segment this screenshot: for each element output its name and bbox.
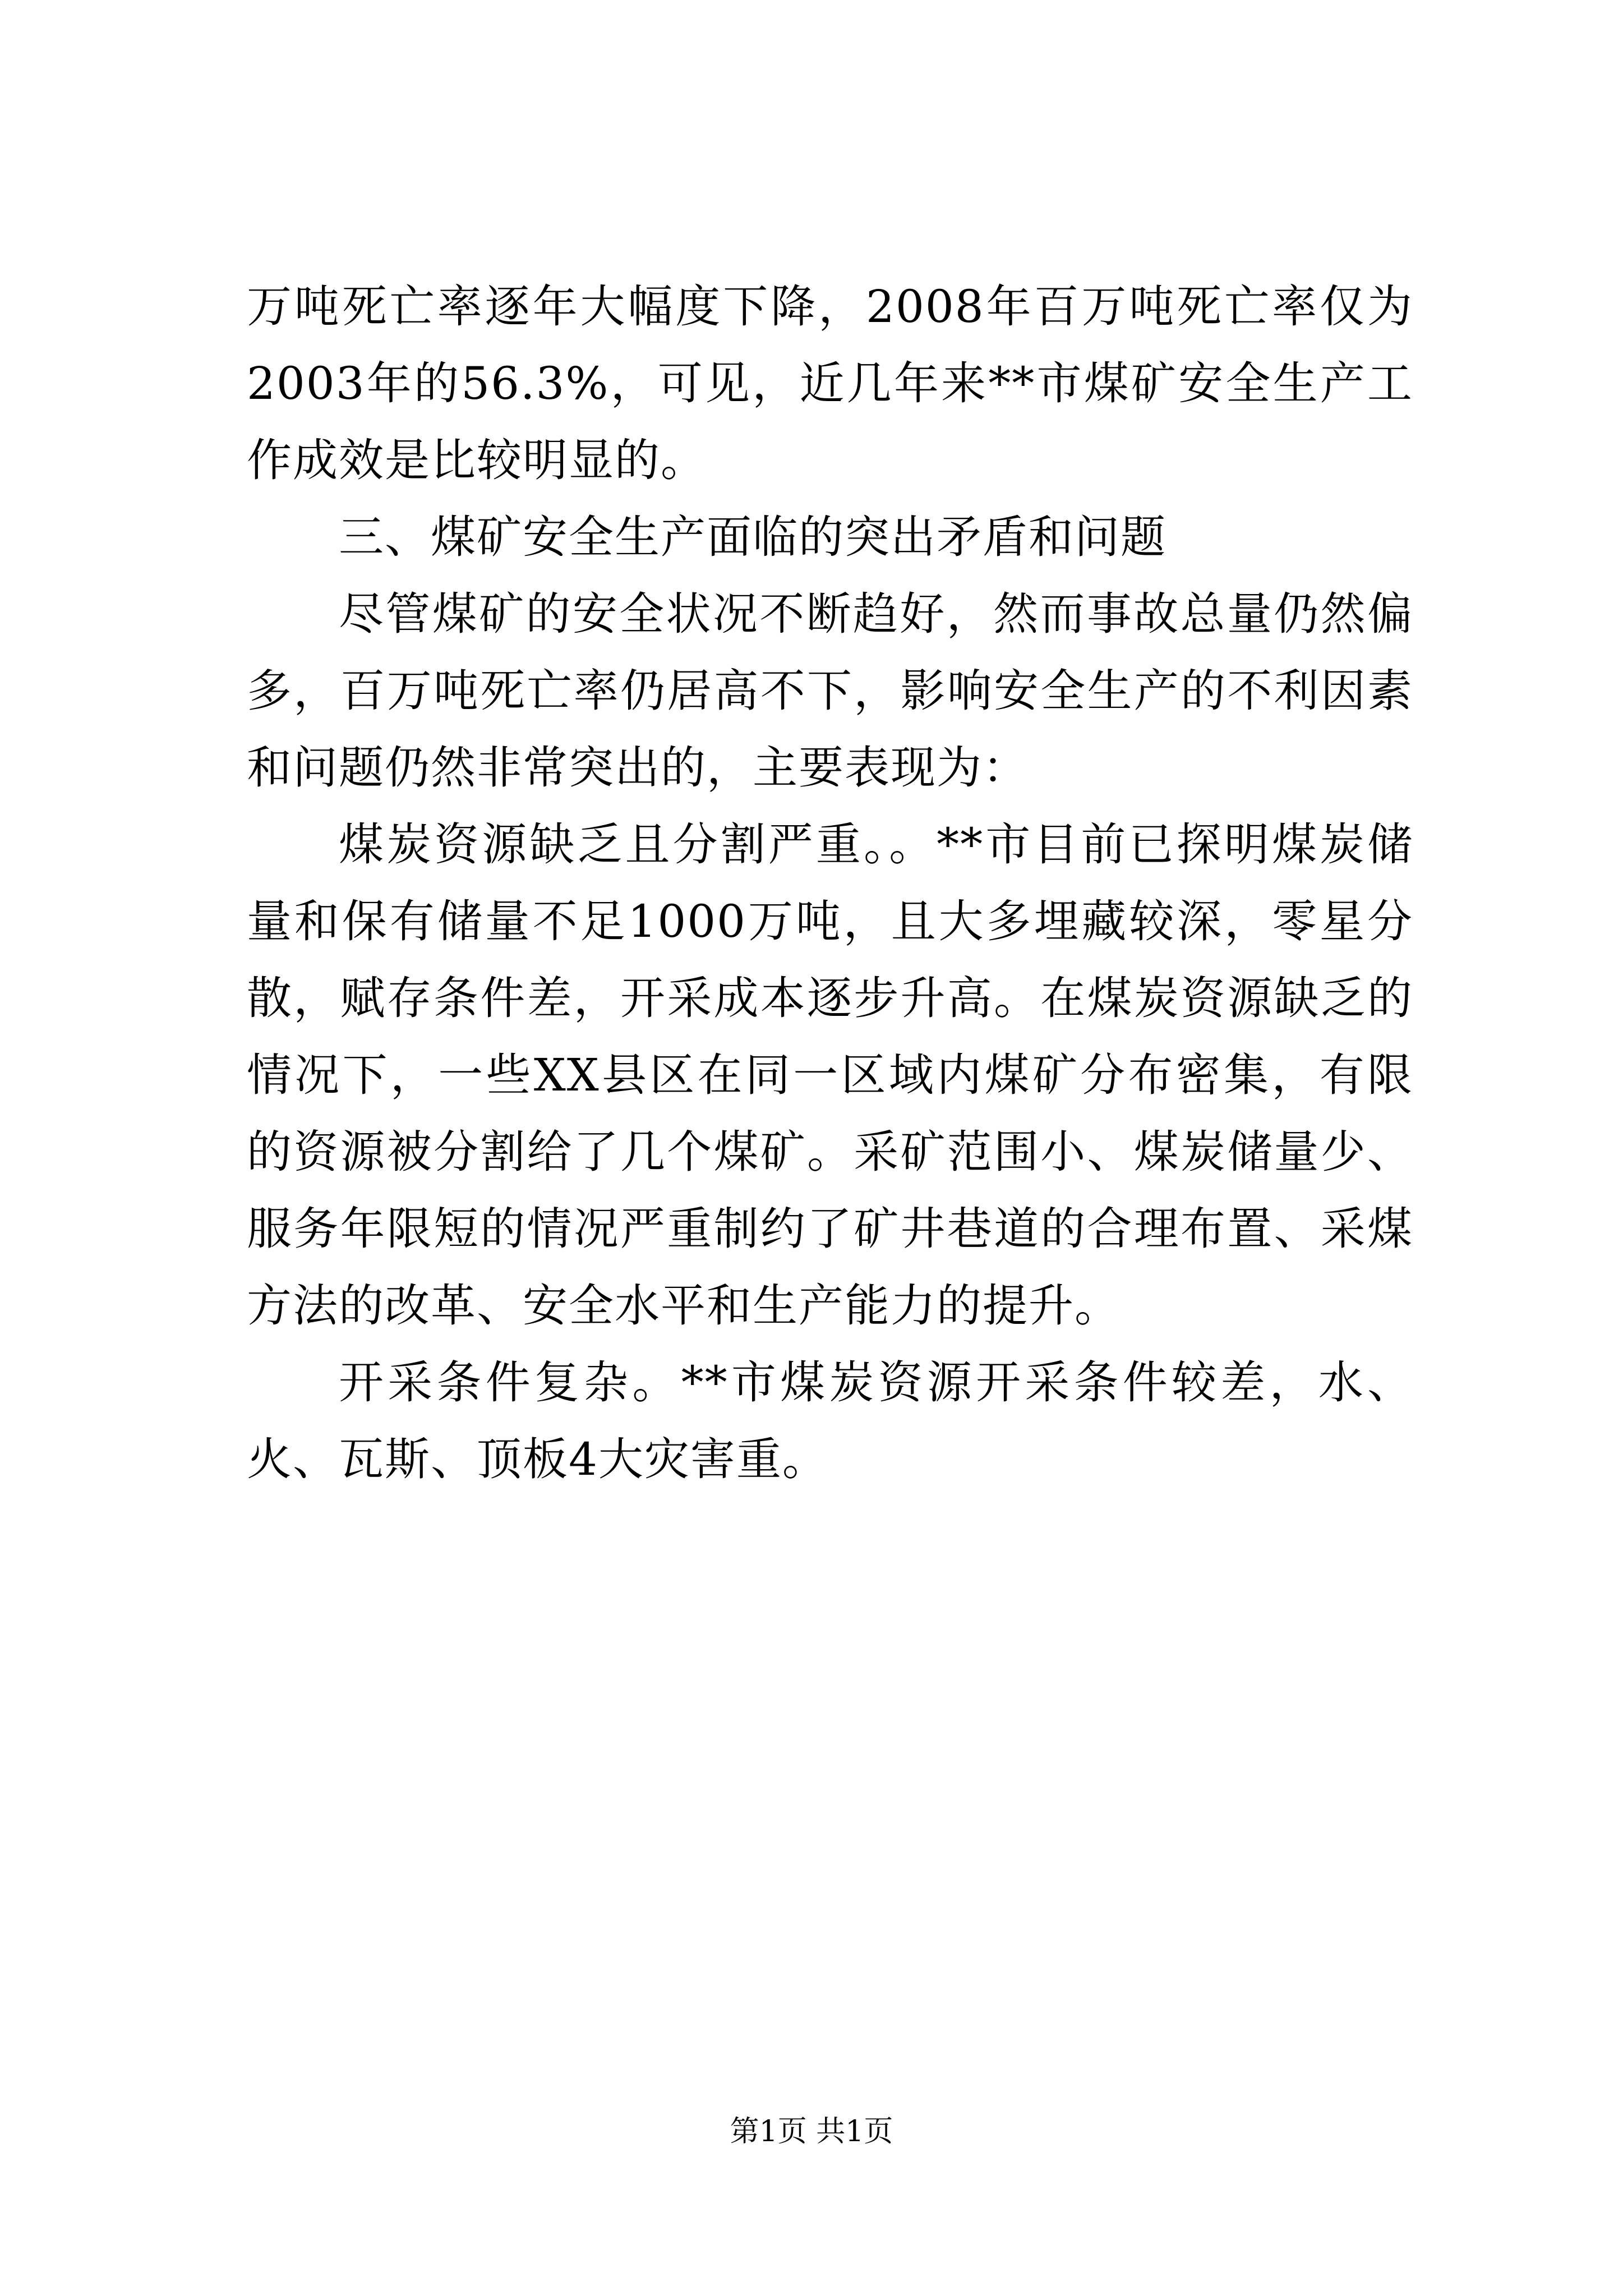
section-heading: 三、煤矿安全生产面临的突出矛盾和问题	[339, 511, 1166, 563]
page-footer	[0, 2112, 1623, 2151]
document-body	[247, 268, 1413, 1498]
paragraph-overview: 尽管煤矿的安全状况不断趋好，然而事故总量仍然偏多，百万吨死亡率仍居高不下，影响安全生产的不利因素和问题仍然非常突出的，主要表现为：	[247, 588, 1413, 794]
page-number-label: 第1页 共1页	[730, 2115, 893, 2148]
paragraph-mining-conditions: 开采条件复杂。**市煤炭资源开采条件较差，水、火、瓦斯、顶板4大灾害重。	[247, 1356, 1413, 1485]
paragraph-resources: 煤炭资源缺乏且分割严重。。**市目前已探明煤炭储量和保有储量不足1000万吨，且大多埋藏较深，零星分散，赋存条件差，开采成本逐步升高。在煤炭资源缺乏的情况下，一些XX县区在同一区域内煤矿分布密集，有限的资源被分割给了几个煤矿。采矿范围小、煤炭储量少、服务年限短的情况严重制约了矿井巷道的合理布置、采煤方法的改革、安全水平和生产能力的提升。	[247, 818, 1413, 1332]
paragraph-continuation: 万吨死亡率逐年大幅度下降，2008年百万吨死亡率仅为2003年的56.3%，可见，近几年来**市煤矿安全生产工作成效是比较明显的。	[247, 280, 1413, 486]
